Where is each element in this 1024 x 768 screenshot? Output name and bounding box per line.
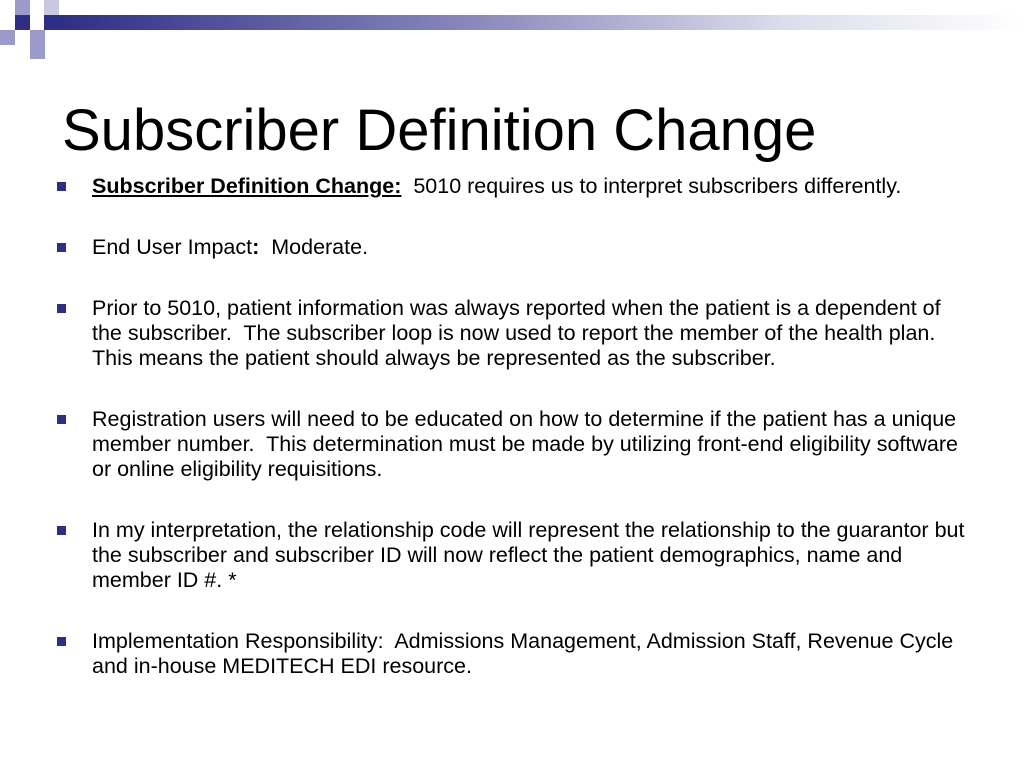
bullet-text: 5010 requires us to interpret subscribers differently. xyxy=(401,174,902,198)
decor-square-5 xyxy=(30,30,45,45)
bullet-text: Moderate. xyxy=(259,235,369,259)
bullet-square-icon xyxy=(57,637,66,646)
bullet-square-icon xyxy=(57,304,66,313)
bullet-square-icon xyxy=(57,182,66,191)
decor-square-8 xyxy=(44,0,59,15)
bullet-item-1 xyxy=(56,174,976,199)
bullet-lead: Subscriber Definition Change: xyxy=(92,174,402,198)
bullet-item-4 xyxy=(56,407,976,482)
bullet-list xyxy=(56,174,976,679)
bullet-colon: : xyxy=(252,235,260,259)
bullet-lead: End User Impact xyxy=(92,235,253,259)
bullet-square-icon xyxy=(57,415,66,424)
decor-square-7 xyxy=(30,44,45,59)
decor-square-3 xyxy=(15,0,30,15)
bullet-text: Registration users will need to be educated on how to determine if the patient has a unique member number. This determination must be made by utilizing front-end eligibility software or online eligibility requisitions. xyxy=(92,407,964,481)
slide-title: Subscriber Definition Change xyxy=(62,98,817,163)
decor-square-2 xyxy=(15,15,30,30)
bullet-item-5 xyxy=(56,518,976,593)
decor-square-1 xyxy=(0,0,15,15)
bullet-text: Prior to 5010, patient information was always reported when the patient is a dependent of the subscriber. The subscriber loop is now used to report the member of the health plan. This means the patient should always be represented as the subscriber. xyxy=(92,296,947,370)
bullet-square-icon xyxy=(57,526,66,535)
decor-square-4 xyxy=(0,30,15,45)
bullet-square-icon xyxy=(57,243,66,252)
bullet-item-6 xyxy=(56,629,976,679)
bullet-text: Implementation Responsibility: Admissions Management, Admission Staff, Revenue Cycle and in-house MEDITECH EDI resource. xyxy=(92,629,960,678)
decor-gradient-bar xyxy=(58,15,1024,30)
bullet-item-3 xyxy=(56,296,976,371)
decor-square-6 xyxy=(44,15,59,30)
bullet-text: In my interpretation, the relationship code will represent the relationship to the guarantor but the subscriber and subscriber ID will now reflect the patient demographics, name and member ID #. * xyxy=(92,518,971,592)
bullet-item-2 xyxy=(56,235,976,260)
